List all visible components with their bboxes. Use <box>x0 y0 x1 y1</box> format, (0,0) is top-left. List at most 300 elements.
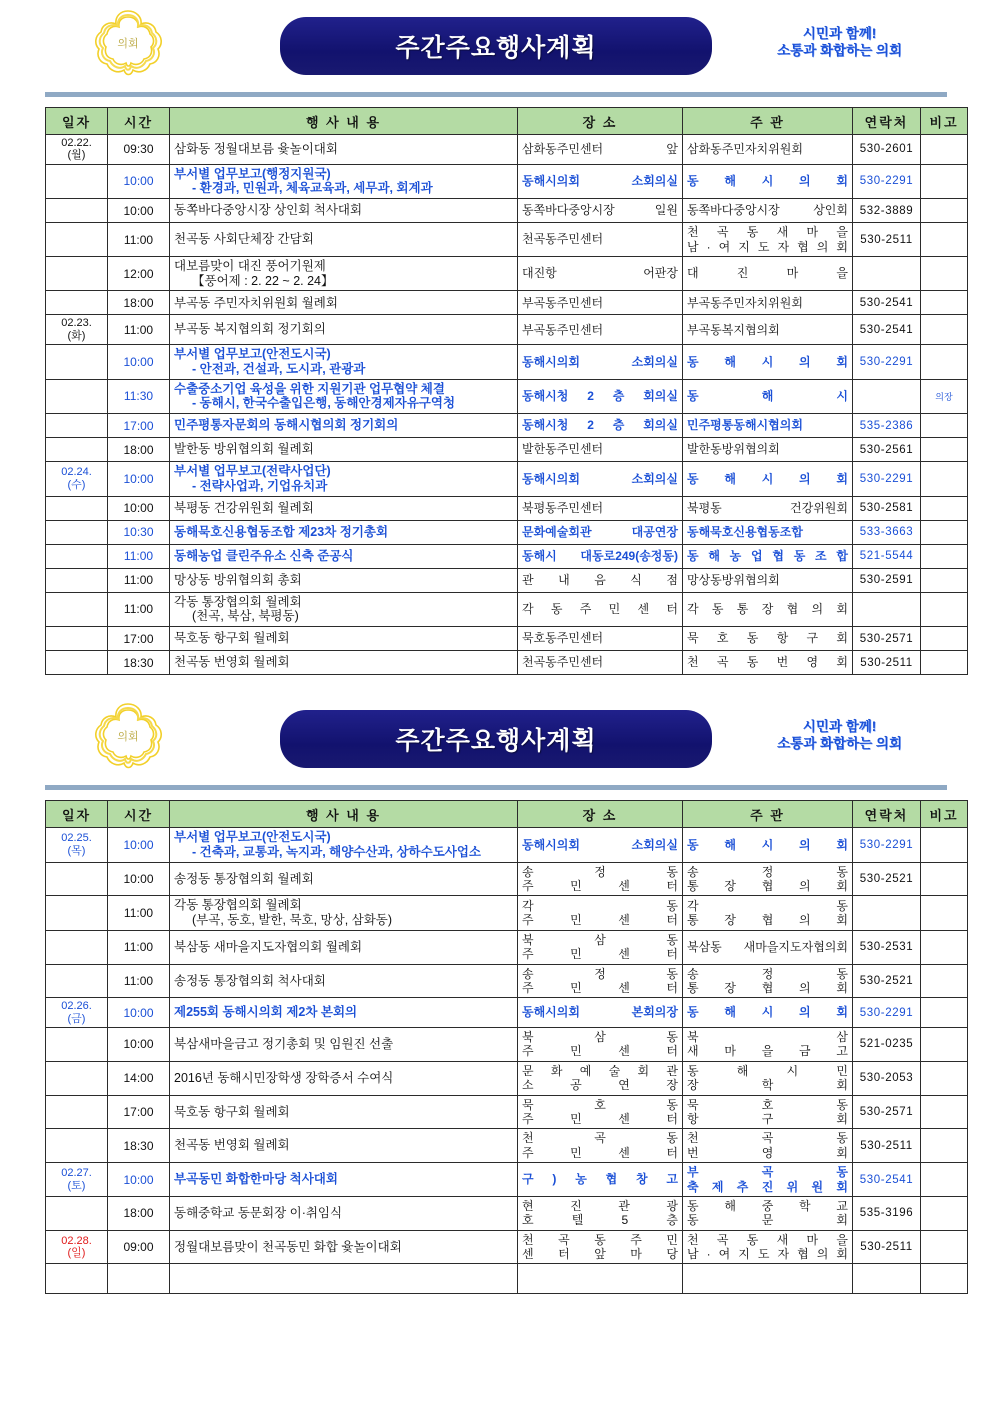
cell-event: 송정동 통장협의회 척사대회 <box>170 964 518 998</box>
col-host: 주 관 <box>683 801 853 828</box>
table-header-row <box>46 801 968 828</box>
cell-date <box>46 438 108 462</box>
cell-host: 천 곡 동 새 마 을 남 · 여 지 도 자 협 의 회 <box>683 223 853 257</box>
cell-contact: 532-3889 <box>853 199 921 223</box>
cell-event: 삼화동 정월대보름 윷놀이대회 <box>170 135 518 165</box>
table-row <box>46 345 968 380</box>
cell-date: 02.23. (화) <box>46 315 108 345</box>
cell-host: 부곡동복지협의회 <box>683 315 853 345</box>
cell-time: 10:00 <box>108 496 170 520</box>
cell-place: 관 내 음 식 점 <box>518 568 683 592</box>
cell-event: 각동 통장협의회 월례회 (천곡, 북삼, 북평동) <box>170 592 518 627</box>
cell-date <box>46 896 108 931</box>
col-date: 일자 <box>46 108 108 135</box>
header-divider-2 <box>45 785 947 790</box>
cell-date: 02.24. (수) <box>46 462 108 497</box>
table-row <box>46 164 968 199</box>
cell-host: 묵 호 동 항 구 회 <box>683 627 853 651</box>
cell-date <box>46 930 108 964</box>
cell-place: 천 곡 동 주 민 센 터 앞 마 당 <box>518 1230 683 1264</box>
cell-host: 각 동 통 장 협 의 회 <box>683 896 853 931</box>
cell-place <box>518 1264 683 1294</box>
cell-contact: 530-2291 <box>853 462 921 497</box>
cell-host: 천 곡 동 번 영 회 <box>683 1129 853 1163</box>
cell-place: 동해시 대동로249(송정동) <box>518 544 683 568</box>
cell-event: 부서별 업무보고(안전도시국) - 안전과, 건설과, 도시과, 관광과 <box>170 345 518 380</box>
cell-host: 북평동 건강위원회 <box>683 496 853 520</box>
document-header-1 <box>45 0 947 92</box>
cell-time: 10:00 <box>108 828 170 863</box>
col-note: 비고 <box>921 108 968 135</box>
cell-place: 북 삼 동 주 민 센 터 <box>518 930 683 964</box>
cell-note <box>921 568 968 592</box>
slogan-line-1: 시민과 함께! <box>802 719 877 735</box>
cell-contact <box>853 256 921 291</box>
cell-host: 동 해 농 업 협 동 조 합 <box>683 544 853 568</box>
cell-date <box>46 1264 108 1294</box>
cell-time: 09:30 <box>108 135 170 165</box>
cell-contact: 530-2521 <box>853 964 921 998</box>
cell-place: 묵호동주민센터 <box>518 627 683 651</box>
cell-place: 부곡동주민센터 <box>518 291 683 315</box>
emblem-label: 의회 <box>117 731 139 744</box>
cell-place: 각 동 주 민 센 터 <box>518 592 683 627</box>
cell-time: 14:00 <box>108 1061 170 1095</box>
cell-place: 현 진 관 광 호 텔 5 층 <box>518 1196 683 1230</box>
table-row <box>46 256 968 291</box>
cell-date <box>46 345 108 380</box>
schedule-body-1 <box>46 135 968 675</box>
schedule-table-1 <box>45 107 968 675</box>
cell-date <box>46 627 108 651</box>
col-tel: 연락처 <box>853 801 921 828</box>
cell-place: 삼화동주민센터 앞 <box>518 135 683 165</box>
cell-date <box>46 651 108 675</box>
table-row <box>46 1095 968 1129</box>
cell-contact: 530-2291 <box>853 345 921 380</box>
cell-event: 각동 통장협의회 월례회 (부곡, 동호, 발한, 묵호, 망상, 삼화동) <box>170 896 518 931</box>
cell-date: 02.22. (월) <box>46 135 108 165</box>
cell-date: 02.25. (목) <box>46 828 108 863</box>
cell-contact: 530-2511 <box>853 1129 921 1163</box>
cell-date <box>46 1196 108 1230</box>
table-row <box>46 520 968 544</box>
cell-event: 발한동 방위협의회 월례회 <box>170 438 518 462</box>
table-row <box>46 135 968 165</box>
cell-contact: 530-2291 <box>853 164 921 199</box>
cell-time: 09:00 <box>108 1230 170 1264</box>
table-row <box>46 592 968 627</box>
schedule-body-2 <box>46 828 968 1294</box>
table-row <box>46 568 968 592</box>
cell-host: 발한동방위협의회 <box>683 438 853 462</box>
cell-note <box>921 496 968 520</box>
cell-time: 18:00 <box>108 438 170 462</box>
cell-contact: 530-2571 <box>853 627 921 651</box>
cell-time: 18:00 <box>108 1196 170 1230</box>
cell-date <box>46 414 108 438</box>
cell-place: 송 정 동 주 민 센 터 <box>518 964 683 998</box>
cell-time: 17:00 <box>108 1095 170 1129</box>
cell-time: 11:00 <box>108 930 170 964</box>
cell-note <box>921 345 968 380</box>
cell-time: 10:00 <box>108 862 170 896</box>
cell-note <box>921 438 968 462</box>
cell-contact: 535-3196 <box>853 1196 921 1230</box>
cell-event: 망상동 방위협의회 총회 <box>170 568 518 592</box>
cell-event: 천곡동 번영회 월례회 <box>170 651 518 675</box>
cell-time: 11:30 <box>108 379 170 414</box>
cell-note <box>921 651 968 675</box>
cell-note <box>921 627 968 651</box>
page-title-1: 주간주요행사계획 <box>280 17 712 75</box>
cell-contact <box>853 1264 921 1294</box>
cell-event: 대보름맞이 대진 풍어기원제 【풍어제 : 2. 22 ~ 2. 24】 <box>170 256 518 291</box>
cell-contact: 530-2291 <box>853 828 921 863</box>
cell-place: 동해시청 2 층 회의실 <box>518 414 683 438</box>
cell-contact: 530-2053 <box>853 1061 921 1095</box>
cell-host: 동 해 중 학 교 동 문 회 <box>683 1196 853 1230</box>
cell-contact: 530-2511 <box>853 223 921 257</box>
cell-date <box>46 1061 108 1095</box>
cell-contact: 521-5544 <box>853 544 921 568</box>
cell-place: 부곡동주민센터 <box>518 315 683 345</box>
cell-date <box>46 544 108 568</box>
cell-date <box>46 223 108 257</box>
table-row <box>46 1230 968 1264</box>
cell-note <box>921 291 968 315</box>
cell-host: 천 곡 동 번 영 회 <box>683 651 853 675</box>
cell-contact <box>853 592 921 627</box>
table-row <box>46 651 968 675</box>
cell-date <box>46 291 108 315</box>
cell-date <box>46 496 108 520</box>
cell-host: 각 동 통 장 협 의 회 <box>683 592 853 627</box>
cell-note: 의장 <box>921 379 968 414</box>
cell-place: 동해시의회 소회의실 <box>518 462 683 497</box>
cell-event: 민주평통자문회의 동해시협의회 정기회의 <box>170 414 518 438</box>
cell-host: 동해묵호신용협동조합 <box>683 520 853 544</box>
table-row <box>46 1196 968 1230</box>
cell-date: 02.26. (금) <box>46 998 108 1028</box>
cell-note <box>921 828 968 863</box>
cell-time: 11:00 <box>108 964 170 998</box>
cell-note <box>921 1028 968 1062</box>
cell-contact <box>853 379 921 414</box>
cell-date <box>46 862 108 896</box>
cell-time: 10:00 <box>108 998 170 1028</box>
cell-event <box>170 1264 518 1294</box>
cell-note <box>921 223 968 257</box>
cell-note <box>921 1061 968 1095</box>
cell-place: 묵 호 동 주 민 센 터 <box>518 1095 683 1129</box>
cell-host: 동 해 시 의 회 <box>683 462 853 497</box>
cell-time: 10:00 <box>108 1028 170 1062</box>
cell-note <box>921 520 968 544</box>
document-header-2 <box>45 693 947 785</box>
cell-place: 대진항 어판장 <box>518 256 683 291</box>
slogan-line-1: 시민과 함께! <box>802 26 877 41</box>
cell-note <box>921 862 968 896</box>
table-row <box>46 199 968 223</box>
cell-date <box>46 164 108 199</box>
cell-host: 동 해 시 의 회 <box>683 828 853 863</box>
cell-time <box>108 1264 170 1294</box>
table-row <box>46 964 968 998</box>
cell-contact: 530-2291 <box>853 998 921 1028</box>
cell-place: 동쪽바다중앙시장 일원 <box>518 199 683 223</box>
cell-contact <box>853 896 921 931</box>
cell-time: 10:30 <box>108 520 170 544</box>
cell-host: 동 해 시 <box>683 379 853 414</box>
table-row <box>46 627 968 651</box>
cell-note <box>921 896 968 931</box>
table-row <box>46 896 968 931</box>
cell-contact: 530-2561 <box>853 438 921 462</box>
cell-host: 북삼동 새마을지도자협의회 <box>683 930 853 964</box>
cell-host <box>683 1264 853 1294</box>
cell-place: 동해시의회 소회의실 <box>518 828 683 863</box>
cell-contact: 535-2386 <box>853 414 921 438</box>
cell-place: 동해시의회 소회의실 <box>518 345 683 380</box>
cell-event: 부곡동민 화합한마당 척사대회 <box>170 1163 518 1197</box>
cell-time: 17:00 <box>108 414 170 438</box>
cell-event: 부서별 업무보고(행정지원국) - 환경과, 민원과, 체육교육과, 세무과, 회계과 <box>170 164 518 199</box>
cell-host: 삼화동주민자치위원회 <box>683 135 853 165</box>
cell-place: 동해시의회 소회의실 <box>518 164 683 199</box>
cell-host: 천 곡 동 새 마 을 남 · 여 지 도 자 협 의 회 <box>683 1230 853 1264</box>
cell-date <box>46 199 108 223</box>
cell-note <box>921 1264 968 1294</box>
cell-event: 수출중소기업 육성을 위한 지원기관 업무협약 체결 - 동해시, 한국수출입은행, 동해안경제자유구역청 <box>170 379 518 414</box>
table-row <box>46 828 968 863</box>
table-row <box>46 998 968 1028</box>
col-time: 시간 <box>108 108 170 135</box>
cell-event: 천곡동 사회단체장 간담회 <box>170 223 518 257</box>
cell-time: 10:00 <box>108 164 170 199</box>
cell-date <box>46 568 108 592</box>
cell-event: 천곡동 번영회 월례회 <box>170 1129 518 1163</box>
table-row <box>46 1264 968 1294</box>
cell-time: 18:30 <box>108 651 170 675</box>
table-row <box>46 930 968 964</box>
table-row <box>46 1028 968 1062</box>
schedule-page-2 <box>0 693 992 1294</box>
cell-date <box>46 964 108 998</box>
cell-host: 부 곡 동 축 제 추 진 위 원 회 <box>683 1163 853 1197</box>
cell-event: 동쪽바다중앙시장 상인회 척사대회 <box>170 199 518 223</box>
cell-place: 문 화 예 술 회 관 소 공 연 장 <box>518 1061 683 1095</box>
cell-event: 부서별 업무보고(전략사업단) - 전략사업과, 기업유치과 <box>170 462 518 497</box>
cell-date <box>46 379 108 414</box>
slogan-line-2: 소통과 화합하는 의회 <box>777 735 902 751</box>
cell-event: 묵호동 항구회 월례회 <box>170 1095 518 1129</box>
cell-date: 02.28. (일) <box>46 1230 108 1264</box>
cell-note <box>921 1129 968 1163</box>
council-emblem-icon <box>90 6 166 80</box>
cell-place: 동해시의회 본회의장 <box>518 998 683 1028</box>
cell-contact: 530-2581 <box>853 496 921 520</box>
cell-note <box>921 1163 968 1197</box>
table-row <box>46 544 968 568</box>
cell-time: 10:00 <box>108 345 170 380</box>
slogan-line-2: 소통과 화합하는 의회 <box>777 42 902 58</box>
table-row <box>46 438 968 462</box>
cell-contact: 530-2541 <box>853 315 921 345</box>
cell-time: 10:00 <box>108 1163 170 1197</box>
table-row <box>46 1129 968 1163</box>
cell-host: 송 정 동 통 장 협 의 회 <box>683 964 853 998</box>
table-row <box>46 291 968 315</box>
table-row <box>46 379 968 414</box>
cell-place: 각 동 주 민 센 터 <box>518 896 683 931</box>
cell-host: 송 정 동 통 장 협 의 회 <box>683 862 853 896</box>
cell-event: 제255회 동해시의회 제2차 본회의 <box>170 998 518 1028</box>
cell-contact: 530-2571 <box>853 1095 921 1129</box>
cell-note <box>921 544 968 568</box>
table-header-row <box>46 108 968 135</box>
schedule-table-2 <box>45 800 968 1294</box>
cell-host: 동 해 시 의 회 <box>683 998 853 1028</box>
cell-event: 북평동 건강위원회 월례회 <box>170 496 518 520</box>
col-place: 장 소 <box>518 108 683 135</box>
cell-note <box>921 164 968 199</box>
slogan-2 <box>777 719 902 753</box>
cell-time: 18:00 <box>108 291 170 315</box>
cell-date: 02.27. (토) <box>46 1163 108 1197</box>
cell-contact: 533-3663 <box>853 520 921 544</box>
cell-event: 북삼동 새마을지도자협의회 월례회 <box>170 930 518 964</box>
cell-date <box>46 592 108 627</box>
schedule-page-1 <box>0 0 992 675</box>
table-row <box>46 462 968 497</box>
col-event: 행 사 내 용 <box>170 108 518 135</box>
cell-event: 동해농업 클린주유소 신축 준공식 <box>170 544 518 568</box>
cell-note <box>921 1230 968 1264</box>
cell-contact: 530-2521 <box>853 862 921 896</box>
cell-note <box>921 1196 968 1230</box>
cell-note <box>921 592 968 627</box>
cell-note <box>921 199 968 223</box>
cell-event: 2016년 동해시민장학생 장학증서 수여식 <box>170 1061 518 1095</box>
cell-time: 11:00 <box>108 896 170 931</box>
emblem-label: 의회 <box>117 38 139 50</box>
col-time: 시간 <box>108 801 170 828</box>
cell-contact: 530-2531 <box>853 930 921 964</box>
cell-note <box>921 135 968 165</box>
cell-contact: 530-2541 <box>853 1163 921 1197</box>
cell-time: 18:30 <box>108 1129 170 1163</box>
col-tel: 연락처 <box>853 108 921 135</box>
cell-contact: 530-2511 <box>853 1230 921 1264</box>
table-row <box>46 223 968 257</box>
header-divider-1 <box>45 92 947 97</box>
cell-place: 북 삼 동 주 민 센 터 <box>518 1028 683 1062</box>
cell-host: 동쪽바다중앙시장 상인회 <box>683 199 853 223</box>
cell-host: 부곡동주민자치위원회 <box>683 291 853 315</box>
cell-date <box>46 1028 108 1062</box>
cell-time: 10:00 <box>108 462 170 497</box>
cell-event: 동해묵호신용협동조합 제23차 정기총회 <box>170 520 518 544</box>
cell-note <box>921 930 968 964</box>
cell-contact: 521-0235 <box>853 1028 921 1062</box>
cell-place: 천 곡 동 주 민 센 터 <box>518 1129 683 1163</box>
cell-contact: 530-2541 <box>853 291 921 315</box>
table-row <box>46 315 968 345</box>
cell-host: 동 해 시 의 회 <box>683 345 853 380</box>
cell-note <box>921 1095 968 1129</box>
col-event: 행 사 내 용 <box>170 801 518 828</box>
cell-host: 망상동방위협의회 <box>683 568 853 592</box>
cell-place: 구 ) 농 협 창 고 <box>518 1163 683 1197</box>
cell-event: 부곡동 주민자치위원회 월례회 <box>170 291 518 315</box>
col-host: 주 관 <box>683 108 853 135</box>
cell-place: 문화예술회관 대공연장 <box>518 520 683 544</box>
cell-date <box>46 1095 108 1129</box>
cell-time: 12:00 <box>108 256 170 291</box>
cell-event: 동해중학교 동문회장 이·취임식 <box>170 1196 518 1230</box>
cell-contact: 530-2511 <box>853 651 921 675</box>
cell-host: 동 해 시 민 장 학 회 <box>683 1061 853 1095</box>
cell-date <box>46 520 108 544</box>
cell-event: 송정동 통장협의회 월례회 <box>170 862 518 896</box>
page-title-2: 주간주요행사계획 <box>280 710 712 768</box>
cell-contact: 530-2591 <box>853 568 921 592</box>
col-note: 비고 <box>921 801 968 828</box>
cell-place: 천곡동주민센터 <box>518 651 683 675</box>
cell-date <box>46 1129 108 1163</box>
cell-time: 11:00 <box>108 223 170 257</box>
cell-time: 11:00 <box>108 315 170 345</box>
cell-note <box>921 256 968 291</box>
cell-place: 동해시청 2 층 회의실 <box>518 379 683 414</box>
slogan-1 <box>777 26 902 60</box>
cell-note <box>921 315 968 345</box>
table-row <box>46 1061 968 1095</box>
cell-host: 동 해 시 의 회 <box>683 164 853 199</box>
cell-host: 북 삼 새 마 을 금 고 <box>683 1028 853 1062</box>
col-date: 일자 <box>46 801 108 828</box>
col-place: 장 소 <box>518 801 683 828</box>
cell-place: 천곡동주민센터 <box>518 223 683 257</box>
cell-event: 부서별 업무보고(안전도시국) - 건축과, 교통과, 녹지과, 해양수산과, 상하수도사업소 <box>170 828 518 863</box>
cell-time: 11:00 <box>108 544 170 568</box>
cell-event: 부곡동 복지협의회 정기회의 <box>170 315 518 345</box>
cell-time: 11:00 <box>108 568 170 592</box>
cell-note <box>921 414 968 438</box>
cell-place: 발한동주민센터 <box>518 438 683 462</box>
cell-time: 10:00 <box>108 199 170 223</box>
cell-event: 정월대보름맞이 천곡동민 화합 윷놀이대회 <box>170 1230 518 1264</box>
council-emblem-icon <box>90 699 166 773</box>
cell-event: 북삼새마을금고 정기총회 및 임원진 선출 <box>170 1028 518 1062</box>
table-row <box>46 414 968 438</box>
cell-time: 11:00 <box>108 592 170 627</box>
cell-note <box>921 462 968 497</box>
cell-host: 대 진 마 을 <box>683 256 853 291</box>
cell-contact: 530-2601 <box>853 135 921 165</box>
table-row <box>46 1163 968 1197</box>
cell-event: 묵호동 항구회 월례회 <box>170 627 518 651</box>
cell-place: 송 정 동 주 민 센 터 <box>518 862 683 896</box>
cell-place: 북평동주민센터 <box>518 496 683 520</box>
cell-note <box>921 998 968 1028</box>
cell-host: 묵 호 동 항 구 회 <box>683 1095 853 1129</box>
cell-note <box>921 964 968 998</box>
cell-date <box>46 256 108 291</box>
table-row <box>46 862 968 896</box>
cell-host: 민주평통동해시협의회 <box>683 414 853 438</box>
